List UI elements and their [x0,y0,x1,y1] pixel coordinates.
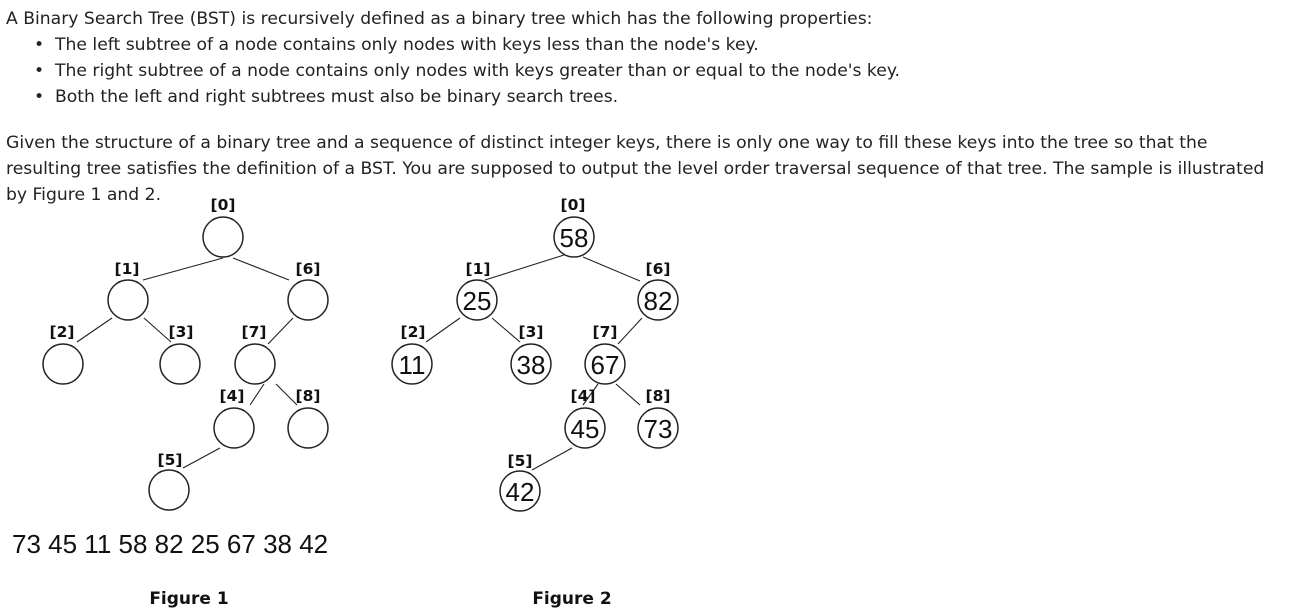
figure-2 [392,196,678,609]
tree-node [392,344,432,384]
edge [77,318,112,342]
bullet-icon: • [34,87,45,107]
node-index-label: [6] [295,260,321,278]
node-index-label: [4] [570,387,596,405]
node-index-label: [3] [518,323,544,341]
property-text: The right subtree of a node contains only nodes with keys greater than or equal to the node's key. [55,61,901,81]
node-key: 42 [505,477,535,507]
tree-node [288,280,328,320]
node-index-label: [3] [168,323,194,341]
node-key: 38 [516,350,546,380]
tree-node [554,217,594,257]
bullet-icon: • [34,61,45,81]
bullet-icon: • [34,35,45,55]
node-index-label: [2] [400,323,426,341]
tree-node [511,344,551,384]
node-index-label: [5] [507,452,533,470]
node-key: 58 [559,223,589,253]
tree-node [214,408,254,448]
tree-node [43,344,83,384]
node-index-label: [8] [645,387,671,405]
node-index-label: [1] [465,260,491,278]
node-index-label: [2] [49,323,75,341]
edge [183,448,220,468]
figure-2-caption: Figure 2 [532,589,612,609]
figure-1-caption: Figure 1 [149,589,229,609]
node-index-label: [4] [219,387,245,405]
edge [618,318,642,344]
edge [532,448,572,470]
tree-node [585,344,625,384]
node-key: 67 [590,350,620,380]
tree-node [235,344,275,384]
edge [616,384,640,405]
node-key: 45 [570,414,600,444]
tree-node [288,408,328,448]
problem-paragraph: Given the structure of a binary tree and a sequence of distinct integer keys, there is only one way to fill these keys into the tree so that the resulting tree satisfies the definition of a BST. You are supposed to output the level order traversal sequence of that tree. The sample is illustrated by Figure 1 and 2. [6,133,1265,205]
node-index-label: [7] [241,323,267,341]
node-key: 11 [398,350,426,380]
node-key: 82 [643,286,673,316]
tree-node [565,408,605,448]
edge [426,318,460,342]
edge [276,384,297,405]
tree-node [149,470,189,510]
tree-node [203,217,243,257]
node-index-label: [5] [157,451,183,469]
edge [143,258,223,280]
node-key: 25 [462,286,492,316]
node-index-label: [1] [114,260,140,278]
edge [268,318,293,344]
input-sequence: 73 45 11 58 82 25 67 38 42 [12,529,329,559]
edge [485,255,564,280]
edge [583,257,640,281]
edge [144,318,171,342]
tree-node [638,408,678,448]
property-text: Both the left and right subtrees must also be binary search trees. [55,87,619,107]
intro-text: A Binary Search Tree (BST) is recursively defined as a binary tree which has the following properties: [6,9,873,29]
node-key: 73 [643,414,673,444]
tree-node [160,344,200,384]
node-index-label: [8] [295,387,321,405]
tree-node [108,280,148,320]
tree-node [638,280,678,320]
tree-node [457,280,497,320]
edge [250,384,264,405]
node-index-label: [6] [645,260,671,278]
node-index-label: [0] [210,196,236,214]
edge [492,318,520,342]
figure-1 [12,196,328,609]
tree-node [500,471,540,511]
node-index-label: [7] [592,323,618,341]
node-index-label: [0] [560,196,586,214]
edge [233,258,289,280]
property-text: The left subtree of a node contains only nodes with keys less than the node's key. [55,35,759,55]
